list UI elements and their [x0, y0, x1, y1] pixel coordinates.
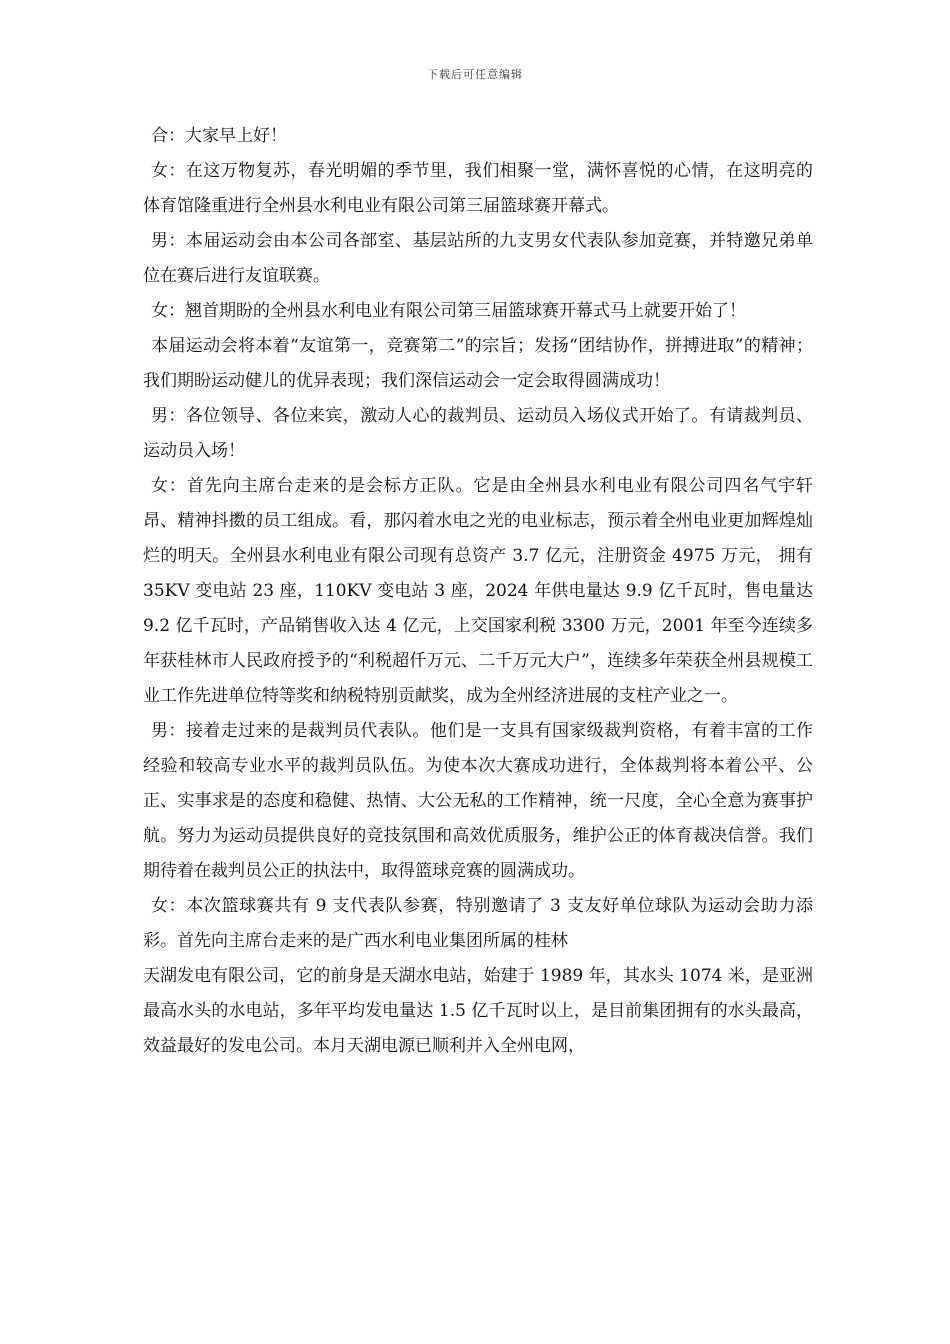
paragraph: 男：各位领导、各位来宾，激动人心的裁判员、运动员入场仪式开始了。有请裁判员、运动员入场！ — [143, 406, 813, 461]
page-header: 下载后可任意编辑 — [427, 68, 523, 81]
paragraph: 男：本届运动会由本公司各部室、基层站所的九支男女代表队参加竞赛，并特邀兄弟单位在赛后进行友谊联赛。 — [143, 231, 813, 286]
paragraph: 男：接着走过来的是裁判员代表队。他们是一支具有国家级裁判资格，有着丰富的工作经验和较高专业水平的裁判员队伍。为使本次大赛成功进行，全体裁判将本着公平、公正、实事求是的态度和稳健、热情、大公无私的工作精神，统一尺度，全心全意为赛事护航。努力为运动员提供良好的竞技氛围和高效优质服务，维护公正的体育裁决信誉。我们期待着在裁判员公正的执法中，取得篮球竞赛的圆满成功。 — [143, 721, 813, 881]
paragraph: 合：大家早上好！ — [151, 126, 287, 146]
paragraph: 本届运动会将本着“友谊第一，竞赛第二”的宗旨；发扬“团结协作，拼搏进取”的精神；我们期盼运动健儿的优异表现；我们深信运动会一定会取得圆满成功！ — [143, 336, 813, 391]
paragraph: 女：翘首期盼的全州县水利电业有限公司第三届篮球赛开幕式马上就要开始了！ — [151, 301, 746, 321]
paragraph: 女：本次篮球赛共有 9 支代表队参赛，特别邀请了 3 支友好单位球队为运动会助力添彩。首先向主席台走来的是广西水利电业集团所属的桂林 — [143, 896, 813, 951]
paragraph: 女：在这万物复苏，春光明媚的季节里，我们相聚一堂，满怀喜悦的心情，在这明亮的体育馆隆重进行全州县水利电业有限公司第三届篮球赛开幕式。 — [143, 161, 813, 216]
paragraph: 天湖发电有限公司，它的前身是天湖水电站，始建于 1989 年，其水头 1074 米，是亚洲最高水头的水电站，多年平均发电量达 1.5 亿千瓦时以上，是目前集团拥有的水头最高，效益最好的发电公司。本月天湖电源已顺利并入全州电网， — [143, 966, 813, 1056]
document-body — [143, 119, 813, 1064]
paragraph: 女：首先向主席台走来的是会标方正队。它是由全州县水利电业有限公司四名气宇轩昂、精神抖擞的员工组成。看，那闪着水电之光的电业标志，预示着全州电业更加辉煌灿烂的明天。全州县水利电业有限公司现有总资产 3.7 亿元，注册资金 4975 万元， 拥有 35KV 变电站 23 座，110KV 变电站 3 座，2024 年供电量达 9.9 亿千瓦时，售电量达 9.2 亿千瓦时，产品销售收入达 4 亿元，上交国家利税 3300 万元，2001 年至今连续多年获桂林市人民政府授予的“利税超仟万元、二千万元大户”，连续多年荣获全州县规模工业工作先进单位特等奖和纳税特别贡献奖，成为全州经济进展的支柱产业之一。 — [143, 476, 813, 706]
